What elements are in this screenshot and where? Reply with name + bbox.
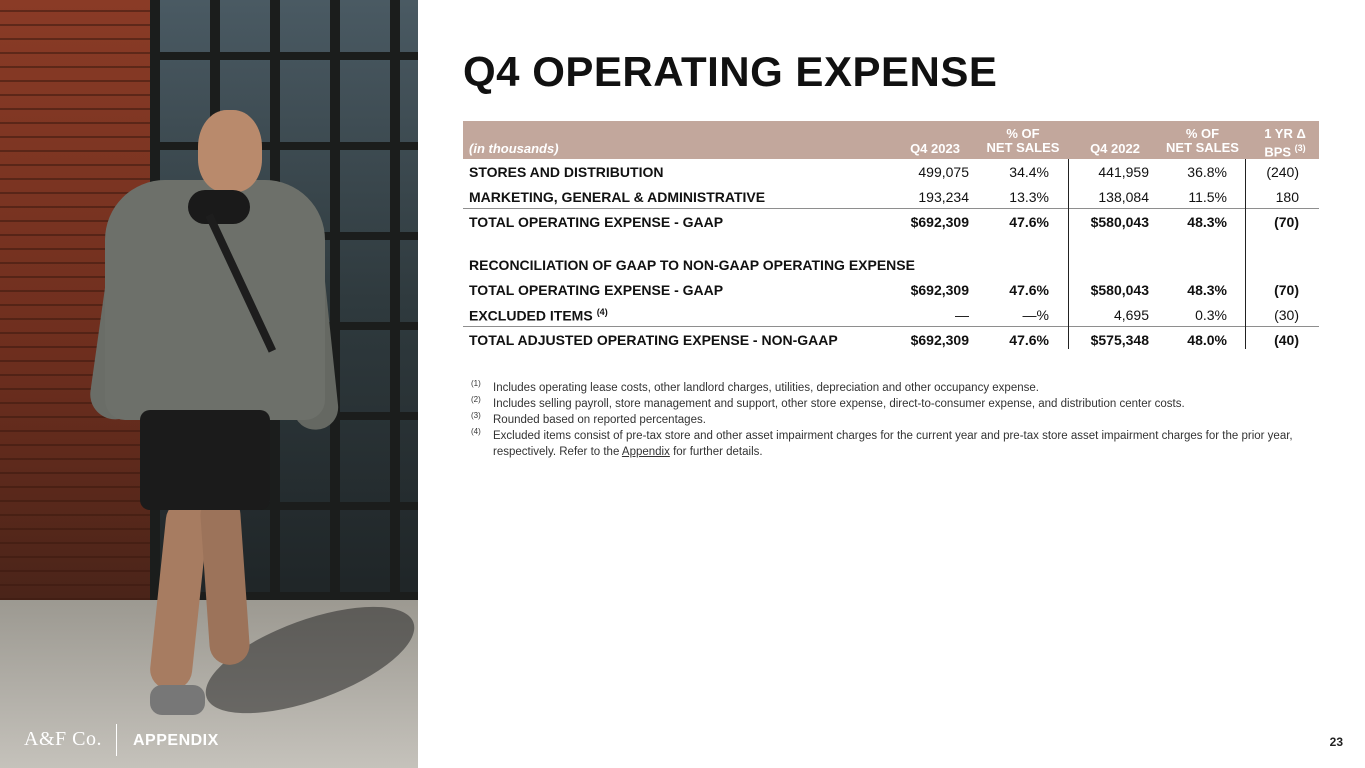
table-row xyxy=(463,327,1319,352)
value-q4-2023: $692,309 xyxy=(910,282,969,298)
footnote-1 xyxy=(471,380,1321,396)
headphones xyxy=(188,190,250,224)
value-q4-2022: 138,084 xyxy=(1098,189,1149,205)
header-q4-2023: Q4 2023 xyxy=(910,141,960,156)
table-row xyxy=(463,159,1319,184)
bps-change: (240) xyxy=(1266,164,1299,180)
logo-divider xyxy=(116,724,117,756)
section-label: APPENDIX xyxy=(133,732,219,749)
header-pct-net-sales-2023 xyxy=(983,127,1063,155)
pct-net-sales-2022: 48.3% xyxy=(1187,214,1227,230)
appendix-link[interactable]: Appendix xyxy=(621,446,670,458)
table-row xyxy=(463,252,1319,277)
footnote-4 xyxy=(471,428,1321,460)
pct-net-sales-2023: —% xyxy=(1022,307,1049,323)
header-bps-line1: 1 YR Δ xyxy=(1264,126,1306,141)
pct-net-sales-2023: 34.4% xyxy=(1009,164,1049,180)
table-header xyxy=(463,121,1319,159)
pct-net-sales-2022: 0.3% xyxy=(1195,307,1227,323)
header-pct-line1: % OF xyxy=(1185,126,1220,141)
header-q4-2022: Q4 2022 xyxy=(1090,141,1140,156)
pct-net-sales-2022: 48.0% xyxy=(1187,332,1227,348)
bps-change: (30) xyxy=(1274,307,1299,323)
header-pct-line2: NET SALES xyxy=(1166,140,1239,155)
table-body xyxy=(463,159,1319,352)
footnote-3 xyxy=(471,412,1321,428)
pct-net-sales-2023: 47.6% xyxy=(1009,332,1049,348)
pct-net-sales-2023: 13.3% xyxy=(1009,189,1049,205)
value-q4-2022: 441,959 xyxy=(1098,164,1149,180)
header-pct-line2: NET SALES xyxy=(986,140,1060,155)
value-q4-2022: $580,043 xyxy=(1090,282,1149,298)
footnote-text: Includes operating lease costs, other landlord charges, utilities, depreciation and other occupancy expense. xyxy=(493,382,1039,394)
footnote-text: Excluded items consist of pre-tax store and other asset impairment charges for the current year and pre-tax store asset impairment charges for the prior year, respectively. Refer to the xyxy=(493,430,1293,458)
person-shoe xyxy=(150,685,205,715)
pct-net-sales-2022: 36.8% xyxy=(1187,164,1227,180)
table-row xyxy=(463,209,1319,234)
row-label: RECONCILIATION OF GAAP TO NON-GAAP OPERATING EXPENSE xyxy=(469,257,915,273)
value-q4-2023: $692,309 xyxy=(910,214,969,230)
person-shorts xyxy=(140,410,270,510)
value-q4-2023: — xyxy=(955,307,969,323)
footnote-2 xyxy=(471,396,1321,412)
table-row xyxy=(463,302,1319,327)
row-label: TOTAL ADJUSTED OPERATING EXPENSE - NON-GAAP xyxy=(469,332,838,348)
value-q4-2023: 193,234 xyxy=(918,189,969,205)
footnotes xyxy=(471,380,1321,460)
bps-change: (70) xyxy=(1274,282,1299,298)
pct-net-sales-2023: 47.6% xyxy=(1009,282,1049,298)
header-yr-bps xyxy=(1253,127,1317,159)
value-q4-2023: $692,309 xyxy=(910,332,969,348)
value-q4-2023: 499,075 xyxy=(918,164,969,180)
row-label: TOTAL OPERATING EXPENSE - GAAP xyxy=(469,282,724,298)
table-row xyxy=(463,184,1319,209)
pct-net-sales-2023: 47.6% xyxy=(1009,214,1049,230)
footnote-text: Includes selling payroll, store management and support, other store expense, direct-to-consumer expense, and distribution center costs. xyxy=(493,398,1185,410)
bps-change: (70) xyxy=(1274,214,1299,230)
column-divider xyxy=(1245,159,1246,349)
operating-expense-table xyxy=(463,121,1319,352)
header-bps-line2: BPS xyxy=(1264,144,1292,160)
header-bps-footnote: (3) xyxy=(1294,143,1306,153)
page-title: Q4 OPERATING EXPENSE xyxy=(463,48,998,95)
page-number: 23 xyxy=(1329,735,1343,749)
value-q4-2022: $580,043 xyxy=(1090,214,1149,230)
footnote-text: Rounded based on reported percentages. xyxy=(493,414,706,426)
row-label: STORES AND DISTRIBUTION xyxy=(469,164,664,180)
row-label: MARKETING, GENERAL & ADMINISTRATIVE xyxy=(469,189,766,205)
footnote-number: (3) xyxy=(471,411,481,420)
column-divider xyxy=(1068,159,1069,349)
unit-label: (in thousands) xyxy=(469,141,559,156)
header-pct-line1: % OF xyxy=(1006,126,1040,141)
row-label: EXCLUDED ITEMS $^{(4)}$ xyxy=(469,307,608,324)
row-label: TOTAL OPERATING EXPENSE - GAAP xyxy=(469,214,724,230)
person-head xyxy=(198,110,262,192)
company-logo: A&F Co. xyxy=(24,728,102,750)
footnote-number: (1) xyxy=(471,379,481,388)
bps-change: (40) xyxy=(1274,332,1299,348)
pct-net-sales-2022: 11.5% xyxy=(1188,189,1227,205)
hero-photo xyxy=(0,0,418,768)
bps-change: 180 xyxy=(1275,189,1299,205)
table-row xyxy=(463,277,1319,302)
pct-net-sales-2022: 48.3% xyxy=(1187,282,1227,298)
value-q4-2022: $575,348 xyxy=(1090,332,1149,348)
footnote-text: for further details. xyxy=(673,446,763,458)
footnote-number: (4) xyxy=(471,427,481,436)
value-q4-2022: 4,695 xyxy=(1113,307,1149,323)
header-pct-net-sales-2022 xyxy=(1160,127,1245,155)
row-footnote-ref: (4) xyxy=(596,307,608,317)
footnote-number: (2) xyxy=(471,395,481,404)
